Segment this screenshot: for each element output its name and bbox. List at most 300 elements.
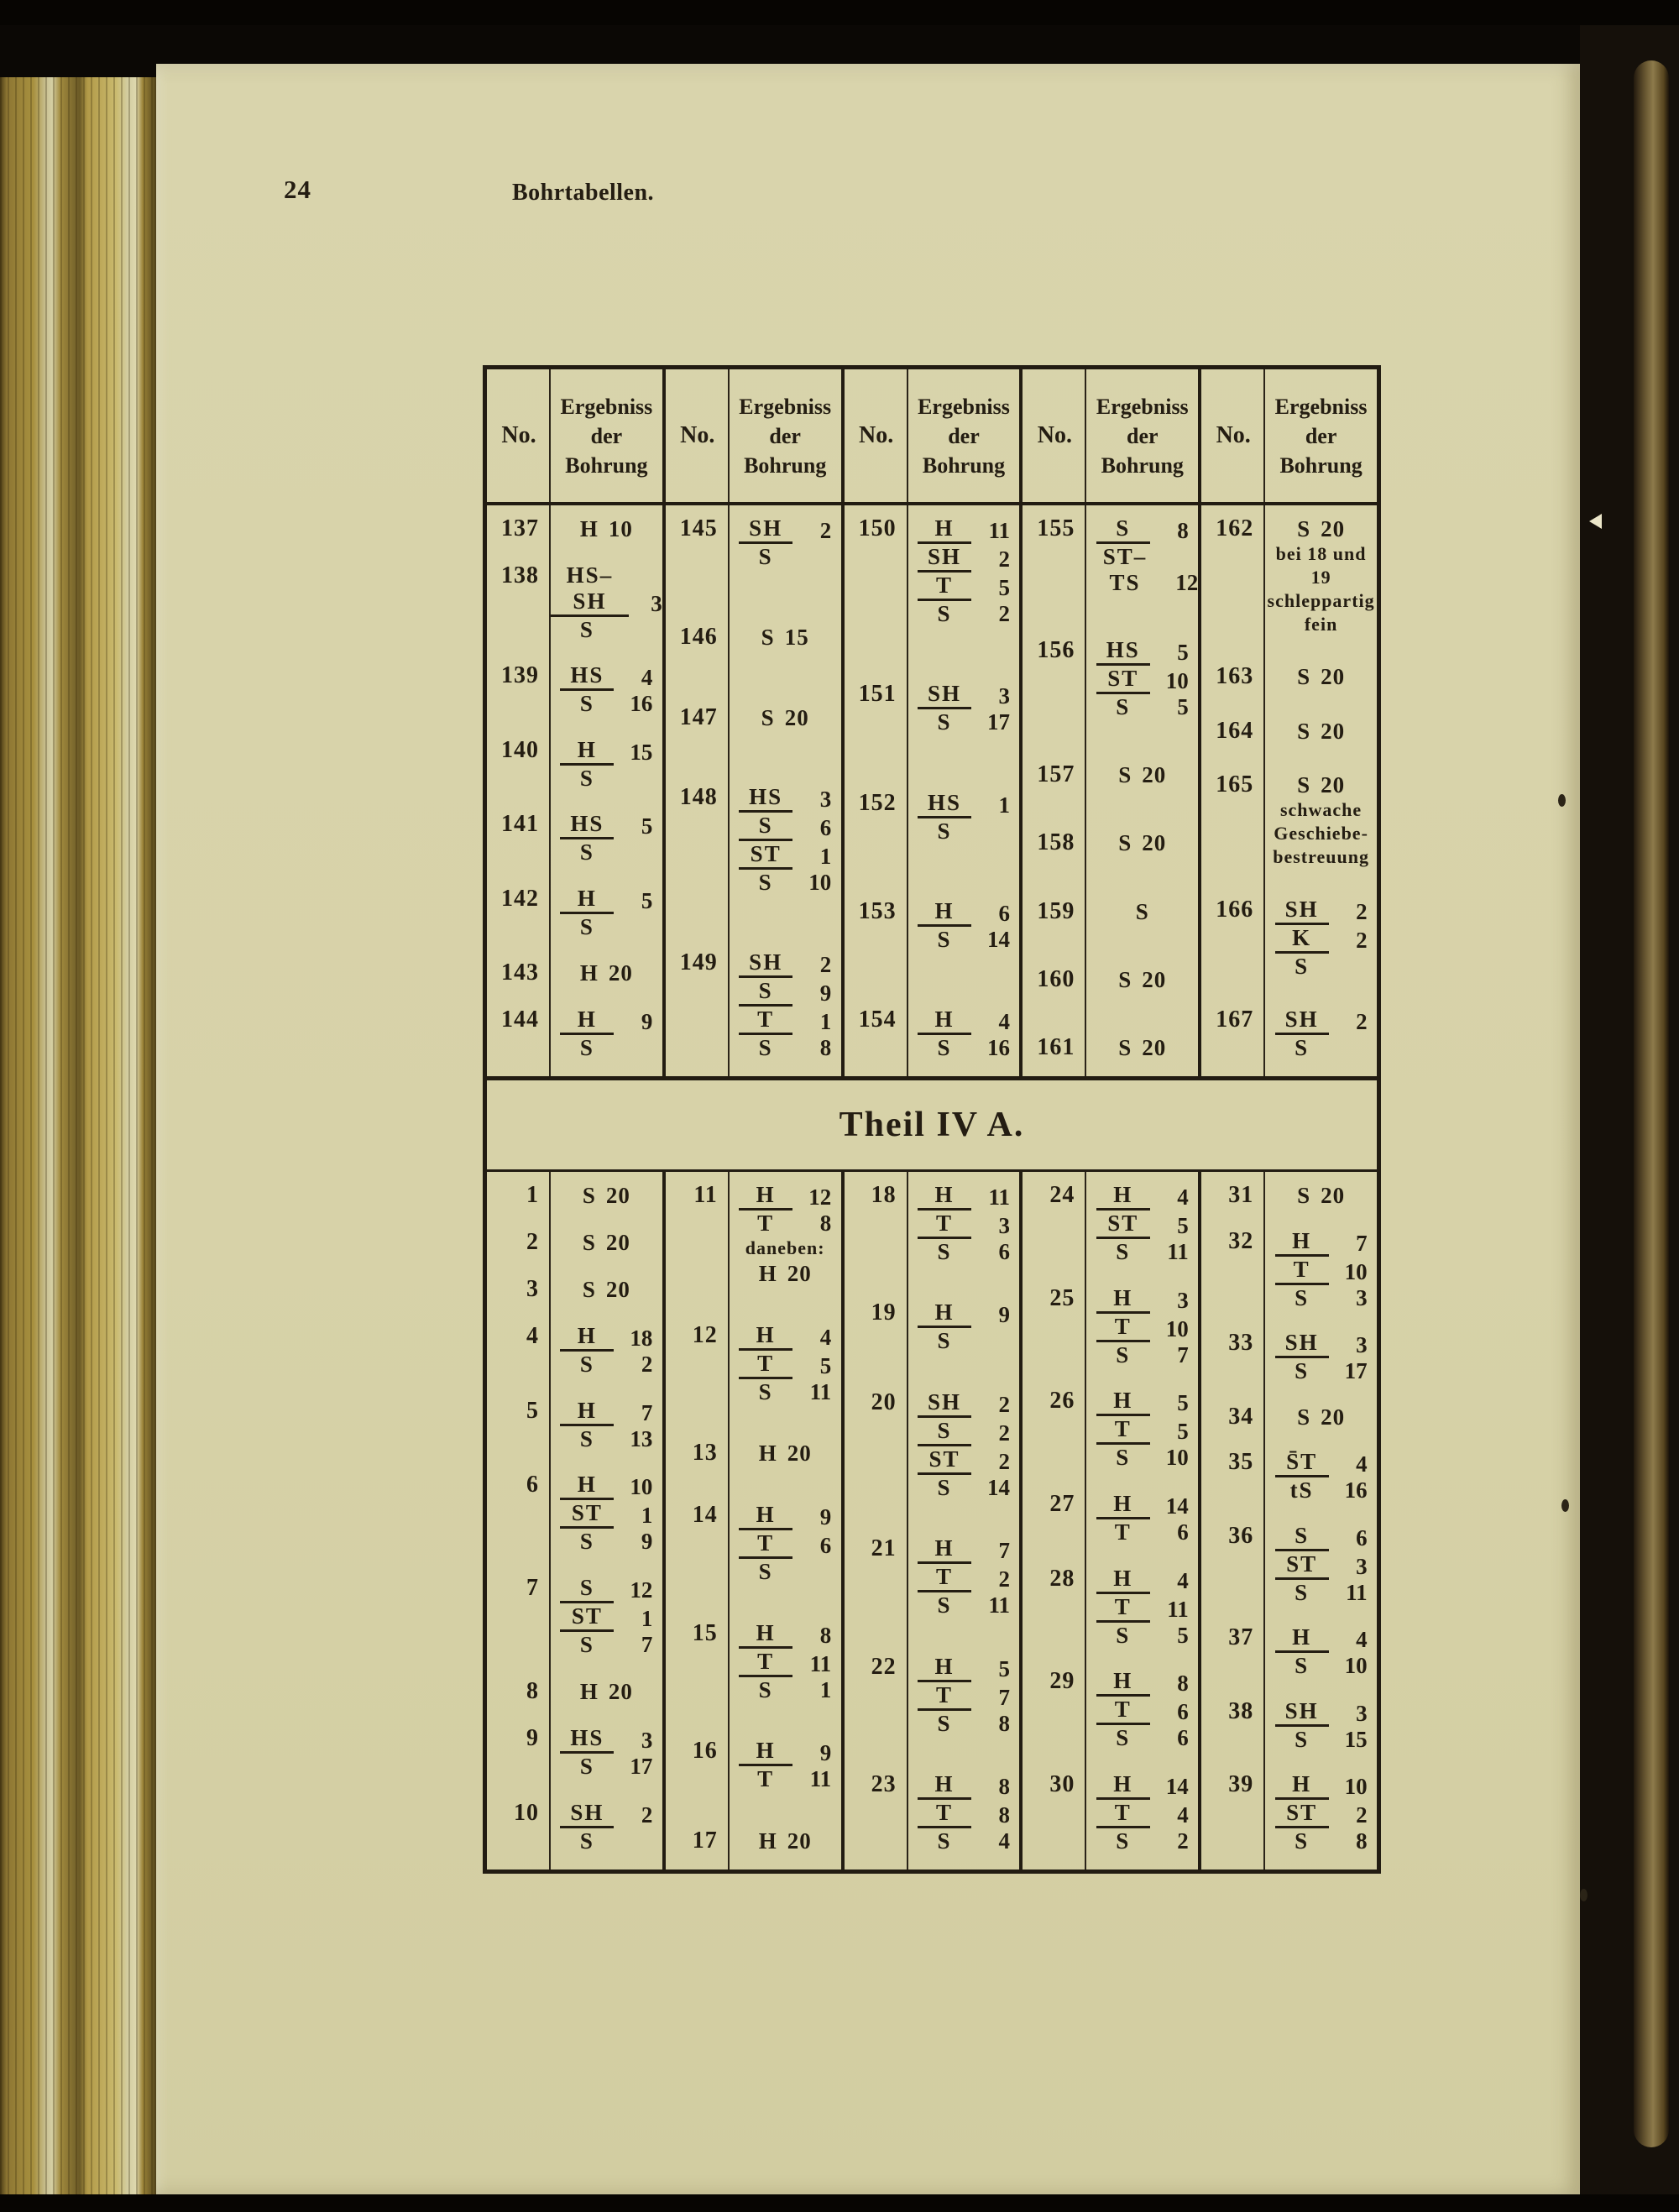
row-number: 24 — [1049, 1182, 1075, 1208]
result-entry — [1265, 1523, 1377, 1606]
row-number: 154 — [858, 1007, 897, 1033]
result-entry — [1086, 1285, 1198, 1368]
row-number: 137 — [501, 515, 539, 541]
result-symbol: S — [1295, 1726, 1310, 1752]
result-value: 6 — [1177, 1725, 1189, 1751]
result-line — [1275, 954, 1368, 980]
result-entry — [551, 811, 662, 865]
table-rows — [666, 505, 841, 1076]
result-value: 7 — [641, 1399, 653, 1425]
result-entry — [730, 624, 841, 651]
table-row — [845, 790, 1020, 845]
table-column-group — [662, 505, 841, 1076]
result-symbol: H — [560, 1323, 614, 1352]
table-row — [487, 811, 662, 865]
result-value: 6 — [1356, 1524, 1368, 1550]
result-value: 4 — [1177, 1801, 1189, 1828]
result-symbol: S — [582, 1276, 596, 1302]
result-value: 6 — [998, 900, 1010, 926]
result-symbol: T — [1275, 1257, 1329, 1285]
result-line — [759, 1828, 812, 1854]
book-page-edges-left — [0, 77, 158, 2212]
result-value: 2 — [998, 1420, 1010, 1446]
result-symbol: H — [918, 1007, 971, 1035]
table-row — [666, 1440, 841, 1467]
result-line — [1275, 1828, 1368, 1854]
table-row — [666, 1322, 841, 1405]
result-value: 1 — [819, 844, 832, 870]
result-line — [739, 1211, 831, 1237]
result-value: 11 — [809, 1650, 832, 1676]
result-line — [918, 790, 1010, 818]
header-group — [1019, 369, 1198, 502]
result-symbol: S — [579, 1754, 594, 1779]
result-value: 3 — [641, 1728, 653, 1753]
row-number: 147 — [679, 703, 718, 730]
row-number: 3 — [526, 1275, 539, 1302]
table-row — [1023, 829, 1198, 856]
result-entry — [730, 784, 841, 896]
result-line — [560, 1426, 652, 1452]
result-line — [918, 681, 1010, 709]
result-value: 2 — [1177, 1828, 1189, 1854]
result-symbol: S — [560, 1575, 614, 1603]
result-entry — [551, 1678, 662, 1705]
result-value: 9 — [819, 1503, 832, 1530]
result-line — [1275, 1228, 1368, 1257]
header-group — [662, 369, 841, 502]
result-symbol: S — [937, 1328, 952, 1354]
result-line — [1275, 897, 1368, 925]
table-row — [1201, 718, 1377, 745]
result-line — [560, 1725, 652, 1754]
result-line — [560, 886, 652, 914]
result-line — [580, 1678, 633, 1705]
page-number: 24 — [284, 175, 311, 204]
table-row — [1023, 1388, 1198, 1471]
result-value: 7 — [1177, 1341, 1189, 1367]
result-entry — [730, 515, 841, 570]
row-number: 31 — [1228, 1182, 1254, 1208]
result-entry — [1265, 1771, 1377, 1854]
result-symbol: S — [1275, 1523, 1329, 1551]
result-entry — [730, 1738, 841, 1792]
opposite-page-curl — [1634, 60, 1669, 2147]
result-line — [1275, 1800, 1368, 1828]
result-value: 5 — [641, 887, 653, 913]
result-symbol: H — [918, 1771, 971, 1800]
result-entry — [1265, 515, 1377, 636]
result-value: 8 — [998, 1801, 1010, 1828]
result-symbol: K — [1275, 925, 1329, 954]
result-value: 3 — [651, 590, 662, 616]
result-line — [1096, 637, 1189, 666]
result-entry — [1086, 966, 1198, 993]
result-value: 3 — [998, 1213, 1010, 1238]
result-symbol: H — [1096, 1388, 1150, 1416]
result-value: 11 — [988, 1184, 1010, 1210]
table-column-group — [487, 505, 662, 1076]
result-line — [918, 1592, 1010, 1618]
result-value: 20 — [605, 1183, 630, 1208]
result-line — [739, 1766, 831, 1792]
result-symbol: ST — [1275, 1551, 1329, 1580]
result-value: 2 — [819, 518, 832, 543]
result-value: 1 — [641, 1503, 653, 1529]
result-value: 11 — [1167, 1596, 1189, 1622]
row-number: 152 — [858, 789, 897, 816]
result-value: 6 — [1177, 1519, 1189, 1545]
table-row — [1201, 1182, 1377, 1209]
result-line — [560, 1603, 652, 1632]
result-symbol: H — [560, 1398, 614, 1426]
running-title: Bohrtabellen. — [512, 180, 655, 206]
result-line — [1086, 544, 1198, 596]
result-symbol: ST — [560, 1500, 614, 1529]
result-line — [918, 1446, 1010, 1475]
result-value: 8 — [819, 1211, 832, 1236]
table-rows — [845, 505, 1020, 1076]
result-symbol: S — [582, 1229, 596, 1255]
result-symbol: T — [757, 1766, 775, 1792]
table-row — [487, 886, 662, 940]
result-symbol: T — [1096, 1594, 1150, 1623]
result-line — [739, 1035, 831, 1061]
table-row — [487, 1678, 662, 1705]
result-symbol: HS–SH — [551, 562, 629, 617]
result-symbol: SH — [1275, 1698, 1329, 1727]
result-symbol: H — [579, 516, 599, 541]
result-symbol: H — [739, 1182, 792, 1211]
table-lower-section — [487, 1172, 1377, 1869]
result-symbol: S — [1116, 694, 1131, 720]
result-value: 14 — [986, 1474, 1010, 1500]
result-line — [739, 1677, 831, 1703]
result-symbol: S — [1295, 1579, 1310, 1605]
header-no-label: No. — [501, 422, 536, 448]
result-symbol: H — [1096, 1771, 1150, 1800]
table-row — [666, 1828, 841, 1854]
result-line — [560, 1529, 652, 1555]
result-line — [739, 544, 831, 570]
row-number: 22 — [871, 1653, 897, 1680]
header-result-line: Ergebniss — [560, 394, 653, 419]
result-value: 20 — [1142, 762, 1167, 788]
result-value: 4 — [1177, 1567, 1189, 1593]
result-line — [560, 662, 652, 691]
result-line — [1136, 898, 1149, 925]
table-row — [666, 515, 841, 570]
table-column-group — [662, 1172, 841, 1869]
result-value: 13 — [630, 1425, 653, 1451]
result-symbol: H — [560, 1472, 614, 1500]
result-line — [1096, 1566, 1189, 1594]
header-no-label: No. — [680, 422, 715, 448]
result-line — [739, 784, 831, 813]
result-symbol: S — [758, 1035, 773, 1060]
result-symbol: H — [560, 1007, 614, 1035]
table-row — [1023, 1566, 1198, 1649]
table-row — [487, 662, 662, 717]
table-column-group — [1198, 505, 1377, 1076]
result-entry — [551, 1472, 662, 1555]
result-symbol: S — [1116, 1445, 1131, 1471]
table-row — [487, 1575, 662, 1658]
result-symbol: SH — [918, 544, 971, 573]
result-value: 20 — [787, 1441, 812, 1467]
result-symbol: SH — [560, 1800, 614, 1828]
result-line — [560, 1754, 652, 1780]
result-symbol: S — [937, 709, 952, 735]
result-line — [560, 617, 652, 643]
result-symbol: H — [1096, 1668, 1150, 1697]
result-line — [739, 515, 831, 544]
result-value: 5 — [1177, 1622, 1189, 1648]
result-entry — [730, 704, 841, 731]
header-no-label: No. — [1037, 422, 1072, 448]
result-line — [739, 1502, 831, 1530]
result-symbol: H — [739, 1502, 792, 1530]
row-number: 26 — [1049, 1388, 1075, 1415]
row-number: 142 — [501, 885, 539, 912]
header-result-line: der — [948, 423, 980, 448]
result-symbol: S — [937, 1710, 952, 1736]
result-symbol: S — [582, 1183, 596, 1208]
result-line — [1096, 1239, 1189, 1265]
result-value: 15 — [630, 739, 653, 765]
result-symbol: H — [579, 1679, 599, 1705]
row-number: 36 — [1228, 1522, 1254, 1549]
result-line — [1275, 1653, 1368, 1679]
header-no-label: No. — [1216, 422, 1251, 448]
result-entry — [1265, 718, 1377, 745]
result-entry — [551, 1575, 662, 1658]
row-number: 146 — [679, 623, 718, 650]
row-number: 167 — [1216, 1006, 1254, 1033]
result-line — [560, 1398, 652, 1426]
result-symbol: S — [579, 616, 594, 642]
result-value: 2 — [998, 601, 1010, 626]
table-row — [666, 1182, 841, 1287]
table-column-group — [1019, 1172, 1198, 1869]
result-line — [1297, 718, 1345, 745]
result-entry — [1086, 637, 1198, 720]
result-line — [1275, 925, 1368, 954]
row-number: 6 — [526, 1472, 539, 1498]
table-row — [487, 1007, 662, 1061]
result-value: 2 — [641, 1801, 653, 1828]
row-number: 5 — [526, 1397, 539, 1424]
result-entry — [908, 1007, 1020, 1061]
result-note: schleppartig — [1267, 590, 1375, 611]
result-line — [1118, 761, 1166, 788]
result-entry — [1265, 1007, 1377, 1061]
row-number: 155 — [1037, 515, 1075, 541]
table-row — [845, 1535, 1020, 1618]
binding-stitch — [1558, 794, 1566, 807]
result-symbol: H — [918, 1299, 971, 1328]
result-symbol: S — [937, 1592, 952, 1618]
header-result-line: der — [1305, 423, 1337, 448]
result-line — [1275, 1551, 1368, 1580]
result-value: 12 — [808, 1184, 832, 1210]
result-value: 11 — [809, 1766, 832, 1792]
table-row — [487, 1800, 662, 1854]
header-result-label — [1265, 392, 1377, 480]
result-line — [918, 573, 1010, 601]
table-row — [666, 704, 841, 731]
result-line — [918, 1035, 1010, 1061]
result-entry — [908, 1389, 1020, 1501]
result-symbol: S — [918, 1418, 971, 1446]
result-line — [1096, 1697, 1189, 1725]
result-symbol: H — [560, 737, 614, 766]
result-entry — [1265, 1449, 1377, 1503]
result-value: 20 — [605, 1229, 630, 1255]
result-value: 2 — [998, 1448, 1010, 1474]
result-line — [580, 515, 633, 542]
result-symbol: ST — [1096, 666, 1150, 694]
table-row — [1201, 1523, 1377, 1606]
result-entry — [551, 1007, 662, 1061]
result-line — [739, 1322, 831, 1351]
binding-stitch — [1580, 1889, 1587, 1901]
result-line — [560, 811, 652, 839]
result-symbol: S — [1295, 1828, 1310, 1854]
result-entry — [730, 1440, 841, 1467]
table-row — [1201, 1228, 1377, 1311]
table-row — [1023, 637, 1198, 720]
result-value: 8 — [1356, 1828, 1368, 1854]
row-number: 16 — [692, 1738, 718, 1765]
result-line — [739, 1182, 831, 1211]
result-value: 2 — [1356, 898, 1368, 924]
table-row — [1023, 761, 1198, 788]
result-value: 1 — [819, 1009, 832, 1034]
result-symbol: H — [1096, 1566, 1150, 1594]
result-entry — [551, 1398, 662, 1452]
result-entry — [1086, 1668, 1198, 1751]
table-header-row — [487, 369, 1377, 505]
result-symbol: S̄T — [1275, 1449, 1329, 1477]
result-symbol: tS — [1289, 1477, 1314, 1503]
row-number: 37 — [1228, 1624, 1254, 1650]
header-result-line: Ergebniss — [739, 394, 832, 419]
result-value: 3 — [1356, 1332, 1368, 1357]
header-result-line: Bohrung — [744, 452, 827, 478]
result-line — [1275, 1624, 1368, 1653]
result-entry — [1086, 1182, 1198, 1265]
row-number: 140 — [501, 736, 539, 763]
result-entry — [551, 515, 662, 542]
result-line — [1275, 1771, 1368, 1800]
result-symbol: S — [937, 926, 952, 952]
result-symbol: H — [758, 1828, 777, 1854]
result-value: 10 — [1165, 1315, 1189, 1341]
table-row — [1201, 1449, 1377, 1503]
result-value: 10 — [1165, 1445, 1189, 1471]
result-symbol: T — [739, 1351, 792, 1379]
result-value: 11 — [809, 1378, 832, 1404]
result-symbol: S — [1118, 762, 1132, 788]
result-line — [1297, 663, 1345, 690]
result-value: 14 — [1165, 1493, 1189, 1519]
table-row — [1023, 1034, 1198, 1061]
result-note: bei 18 und 19 — [1275, 543, 1367, 588]
result-line — [1297, 771, 1345, 798]
result-symbol: SH — [918, 1389, 971, 1418]
table-column-group — [487, 1172, 662, 1869]
row-number: 164 — [1216, 717, 1254, 744]
result-line — [560, 839, 652, 865]
table-row — [845, 1771, 1020, 1854]
result-entry — [1265, 1228, 1377, 1311]
result-line — [1096, 1491, 1189, 1519]
result-entry — [730, 949, 841, 1061]
result-line — [1096, 1342, 1189, 1368]
result-symbol: ST — [918, 1446, 971, 1475]
result-entry — [551, 1229, 662, 1256]
result-value: 1 — [819, 1676, 832, 1702]
table-row — [1201, 1698, 1377, 1753]
result-symbol: S — [1295, 1284, 1310, 1310]
header-result-label — [1086, 392, 1198, 480]
table-row — [487, 515, 662, 542]
table-row — [845, 1299, 1020, 1354]
result-symbol: S — [579, 1351, 594, 1377]
row-number: 11 — [693, 1182, 718, 1208]
table-row — [845, 1182, 1020, 1265]
table-row — [1023, 1771, 1198, 1854]
result-symbol: S — [1295, 1034, 1310, 1060]
result-symbol: S — [1116, 1239, 1131, 1264]
result-entry — [1086, 1566, 1198, 1649]
table-rows — [1201, 505, 1377, 1076]
result-line — [918, 1564, 1010, 1592]
scan-border-top — [0, 0, 1679, 25]
row-number: 158 — [1037, 829, 1075, 856]
table-row — [845, 681, 1020, 735]
result-value: 20 — [608, 960, 633, 986]
result-symbol: S — [1118, 1034, 1132, 1060]
result-value: 8 — [819, 1622, 832, 1648]
result-symbol: H — [739, 1620, 792, 1649]
result-symbol: ST — [1096, 1211, 1150, 1239]
result-value: 2 — [1356, 927, 1368, 953]
table-row — [1023, 1491, 1198, 1545]
result-line — [560, 1632, 652, 1658]
result-symbol: S — [579, 1828, 594, 1854]
result-value: 11 — [1346, 1579, 1368, 1605]
result-line — [739, 841, 831, 870]
result-line — [918, 709, 1010, 735]
header-result-line: der — [1127, 423, 1159, 448]
result-entry — [551, 662, 662, 717]
result-entry — [908, 1182, 1020, 1265]
table-row — [845, 1389, 1020, 1501]
row-number: 141 — [501, 811, 539, 838]
table-row — [666, 624, 841, 651]
result-symbol: H — [918, 1535, 971, 1564]
table-row — [1023, 1668, 1198, 1751]
result-line — [583, 1229, 630, 1256]
result-entry — [1265, 1698, 1377, 1753]
result-value: 4 — [641, 665, 653, 691]
result-line — [560, 1352, 652, 1378]
result-line — [1275, 1449, 1368, 1477]
result-line — [739, 1649, 831, 1677]
result-value: 8 — [998, 1710, 1010, 1736]
